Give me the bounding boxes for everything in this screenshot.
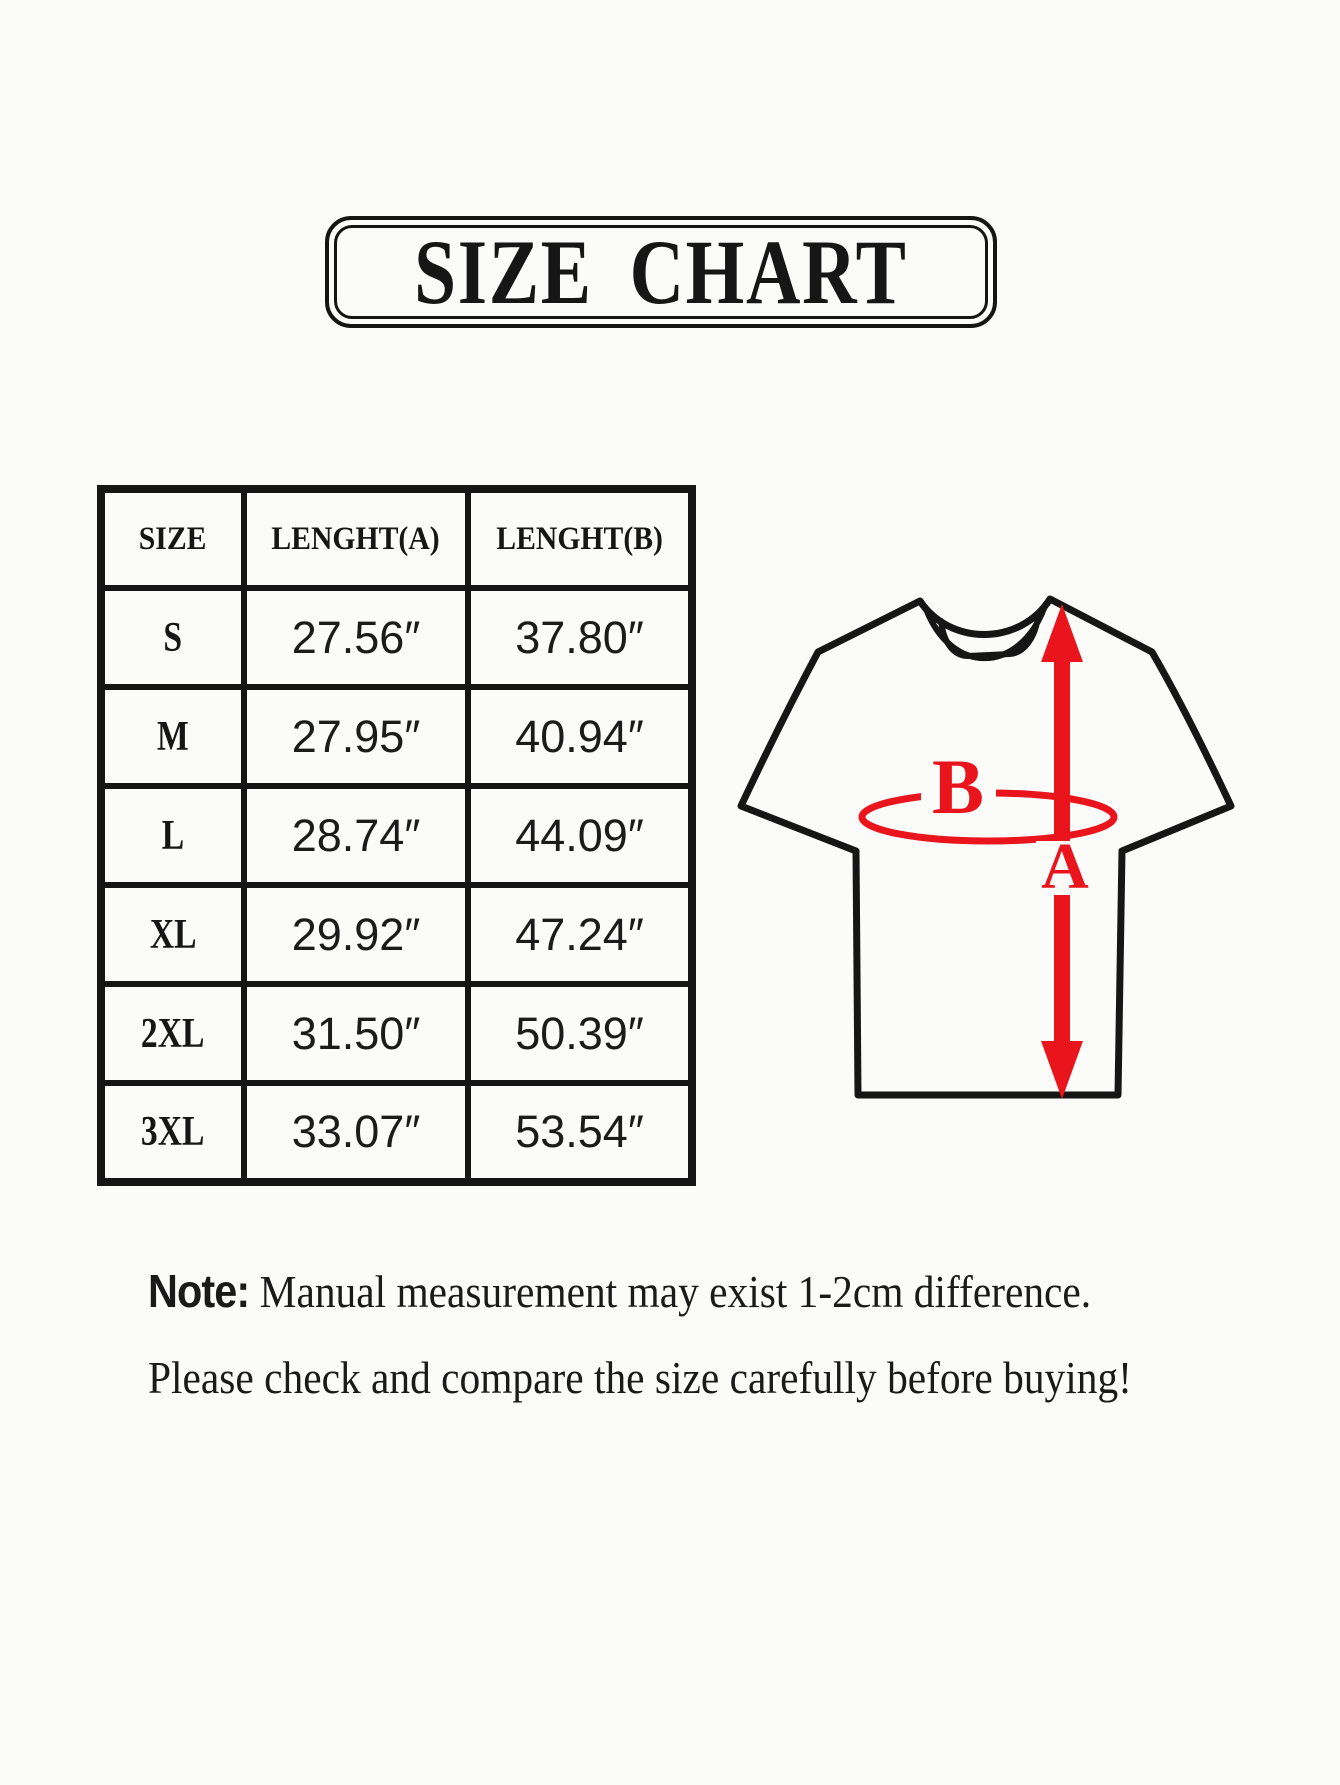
table-row	[101, 786, 692, 885]
note-line-1-text: Manual measurement may exist 1-2cm difference.	[249, 1266, 1092, 1317]
label-a: A	[1041, 830, 1089, 903]
length-b-cell: 50.39″	[468, 984, 692, 1083]
note-line-2	[148, 1349, 1288, 1407]
length-a-cell: 28.74″	[244, 786, 468, 885]
label-b: B	[931, 743, 985, 830]
length-a-cell: 29.92″	[244, 885, 468, 984]
page-title: SIZE CHART	[414, 221, 908, 323]
table-row	[101, 984, 692, 1083]
size-cell: M	[101, 687, 244, 786]
size-cell: 3XL	[101, 1083, 244, 1182]
header-length-b: LENGHT(B)	[468, 489, 692, 588]
size-cell: XL	[101, 885, 244, 984]
length-b-cell: 40.94″	[468, 687, 692, 786]
size-cell: L	[101, 786, 244, 885]
length-a-cell: 31.50″	[244, 984, 468, 1083]
header-size: SIZE	[101, 489, 244, 588]
note-line-2-text: Please check and compare the size carefully before buying!	[148, 1352, 1132, 1403]
size-table	[97, 485, 696, 1186]
length-a-cell: 27.56″	[244, 588, 468, 687]
length-arrow-head-down	[1041, 1041, 1083, 1099]
length-a-cell: 33.07″	[244, 1083, 468, 1182]
table-row	[101, 885, 692, 984]
table-row	[101, 687, 692, 786]
note-prefix: Note:	[148, 1265, 250, 1317]
header-length-a: LENGHT(A)	[244, 489, 468, 588]
table-row	[101, 588, 692, 687]
length-b-cell: 53.54″	[468, 1083, 692, 1182]
tshirt-outline	[741, 599, 1231, 1095]
length-b-cell: 47.24″	[468, 885, 692, 984]
size-cell: 2XL	[101, 984, 244, 1083]
tshirt-diagram	[700, 560, 1260, 1120]
table-header-row	[101, 489, 692, 588]
table-row	[101, 1083, 692, 1182]
note-line-1	[148, 1262, 1288, 1321]
length-a-cell: 27.95″	[244, 687, 468, 786]
note-text	[148, 1262, 1288, 1407]
title-plate	[325, 216, 997, 328]
size-cell: S	[101, 588, 244, 687]
length-b-cell: 44.09″	[468, 786, 692, 885]
length-b-cell: 37.80″	[468, 588, 692, 687]
